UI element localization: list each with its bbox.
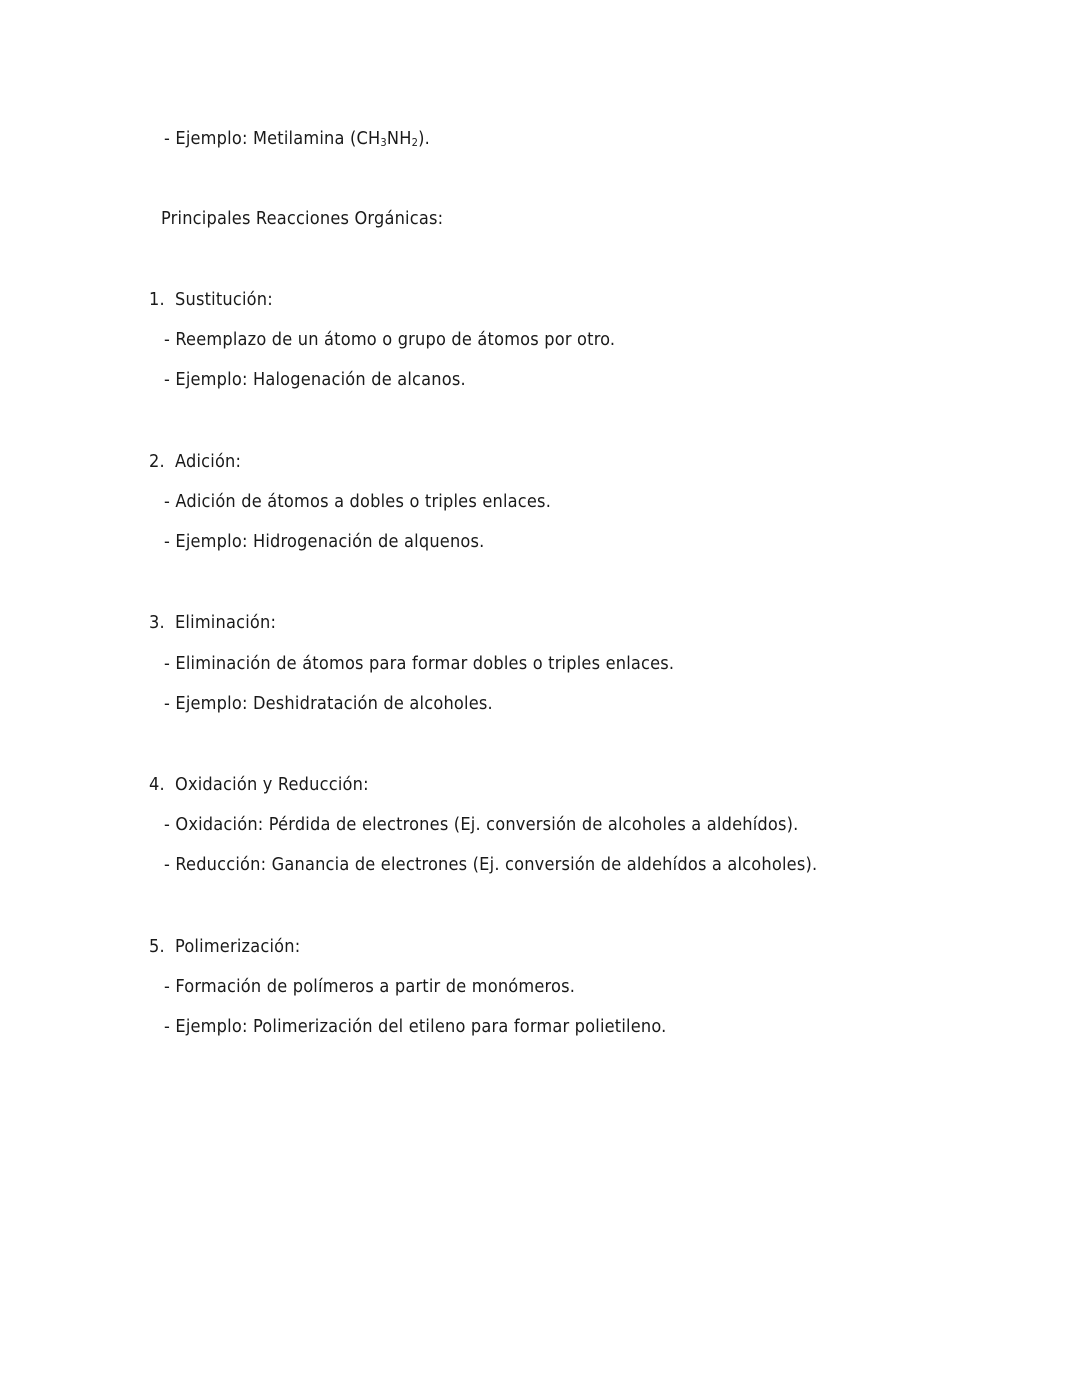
reaction-number: 3. (149, 612, 165, 633)
intro-example-line (164, 127, 430, 155)
reaction-detail-line: - Formación de polímeros a partir de monómeros. (164, 976, 576, 997)
reaction-title: Eliminación: (175, 612, 277, 633)
reaction-heading (149, 450, 241, 474)
reaction-detail-line: - Ejemplo: Halogenación de alcanos. (164, 369, 466, 390)
intro-example-suffix: ). (418, 128, 430, 149)
reaction-number: 1. (149, 289, 165, 310)
reaction-heading (149, 935, 300, 959)
reaction-detail-line: - Oxidación: Pérdida de electrones (Ej. conversión de alcoholes a aldehídos). (164, 814, 799, 835)
reaction-detail-line: - Adición de átomos a dobles o triples enlaces. (164, 491, 552, 512)
reaction-heading (149, 611, 276, 635)
reaction-title: Sustitución: (175, 289, 273, 310)
intro-example-mid: NH (386, 128, 412, 149)
reaction-detail-line: - Eliminación de átomos para formar dobles o triples enlaces. (164, 653, 675, 674)
reaction-number: 2. (149, 451, 165, 472)
reaction-detail-line: - Reemplazo de un átomo o grupo de átomos por otro. (164, 329, 616, 350)
reaction-detail-line: - Ejemplo: Hidrogenación de alquenos. (164, 531, 485, 552)
reaction-detail-line: - Ejemplo: Polimerización del etileno para formar polietileno. (164, 1016, 667, 1037)
reaction-title: Adición: (175, 451, 242, 472)
reaction-heading (149, 288, 273, 312)
reaction-number: 5. (149, 936, 165, 957)
intro-example-sub2: 2 (411, 136, 419, 149)
reaction-heading (149, 773, 369, 797)
section-title: Principales Reacciones Orgánicas: (161, 208, 444, 229)
reaction-detail-line: - Ejemplo: Deshidratación de alcoholes. (164, 693, 493, 714)
reaction-title: Oxidación y Reducción: (175, 774, 369, 795)
intro-example-prefix: - Ejemplo: Metilamina (CH (164, 128, 381, 149)
intro-example-sub1: 3 (380, 136, 387, 149)
reaction-detail-line: - Reducción: Ganancia de electrones (Ej. conversión de aldehídos a alcoholes). (164, 854, 818, 875)
reaction-title: Polimerización: (175, 936, 301, 957)
reaction-number: 4. (149, 774, 165, 795)
